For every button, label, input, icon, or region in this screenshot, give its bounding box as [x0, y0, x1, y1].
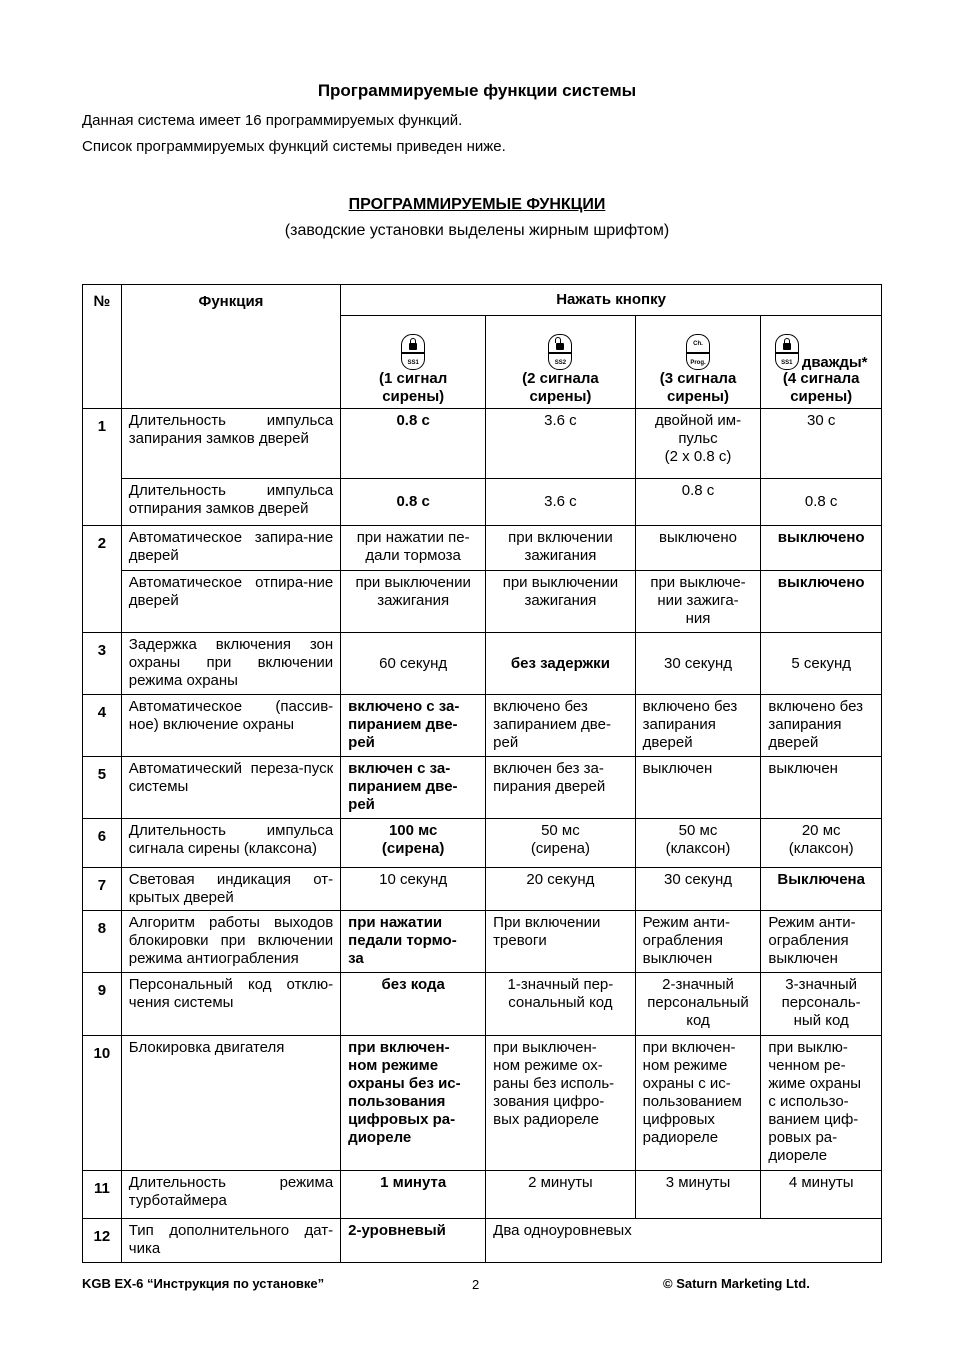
intro-text: Список программируемых функций системы приведен ниже.: [82, 138, 506, 155]
header-press: Нажать кнопку: [341, 285, 882, 316]
setting-value: 30 секунд: [635, 868, 761, 911]
setting-value: Выключена: [761, 868, 882, 911]
button-top-label: Ch.: [693, 340, 703, 347]
table-row: [83, 695, 882, 757]
setting-value: при выклю- ченном ре- жиме охраны с использо- ванием циф- ровых ра- диореле: [761, 1036, 882, 1171]
footer-copyright: © Saturn Marketing Ltd.: [663, 1276, 810, 1291]
setting-value: выключен: [761, 757, 882, 819]
setting-value: включен с за- пиранием две- рей: [341, 757, 486, 819]
section-subtitle: (заводские установки выделены жирным шрифтом): [284, 222, 670, 239]
setting-value: 2 минуты: [486, 1171, 636, 1219]
setting-value: включено без запирания дверей: [635, 695, 761, 757]
table-row: [83, 819, 882, 868]
setting-value: при включен- ном режиме охраны с ис- пользованием цифровых радиореле: [635, 1036, 761, 1171]
setting-value: 0.8 с: [341, 479, 486, 526]
row-number: 10: [83, 1036, 122, 1171]
table-row: [83, 1219, 882, 1263]
lock-closed-button-icon: [401, 334, 425, 370]
lock-closed-icon: [783, 343, 791, 350]
button-label: SS1: [407, 360, 419, 366]
setting-value: при выключении зажигания: [486, 571, 636, 633]
setting-value: выключен: [635, 757, 761, 819]
setting-value: 50 мс (клаксон): [635, 819, 761, 868]
function-name: Длительность импульса сигнала сирены (клаксона): [121, 819, 340, 868]
function-name: Длительность импульса запирания замков дверей: [121, 409, 340, 479]
row-number: 1: [83, 409, 122, 526]
function-name: Световая индикация от-крытых дверей: [121, 868, 340, 911]
function-name: Задержка включения зон охраны при включении режима охраны: [121, 633, 340, 695]
table-row: [83, 571, 882, 633]
function-name: Блокировка двигателя: [121, 1036, 340, 1171]
table-row: [83, 633, 882, 695]
function-name: Тип дополнительного дат-чика: [121, 1219, 340, 1263]
setting-value: включено с за- пиранием две- рей: [341, 695, 486, 757]
setting-value: 0.8 с: [635, 479, 761, 526]
row-number: 4: [83, 695, 122, 757]
function-name: Длительность импульса отпирания замков дверей: [121, 479, 340, 526]
setting-value: 3.6 с: [486, 479, 636, 526]
signal-caption: (1 сигнал сирены): [379, 370, 448, 405]
function-name: Автоматическое запира-ние дверей: [121, 526, 340, 571]
lock-closed-icon: [409, 343, 417, 350]
button-label: SS1: [781, 360, 793, 366]
function-name: Персональный код отклю-чения системы: [121, 973, 340, 1036]
setting-value: двойной им- пульс (2 x 0.8 с): [635, 409, 761, 479]
setting-value: 0.8 с: [761, 479, 882, 526]
setting-value: без задержки: [486, 633, 636, 695]
button-label: Prog.: [690, 360, 706, 366]
table-row: [83, 1171, 882, 1219]
button-header-3: [635, 316, 761, 409]
function-name: Длительность режима турботаймера: [121, 1171, 340, 1219]
twice-label: дважды*: [801, 354, 868, 371]
header-function: Функция: [121, 285, 340, 409]
row-number: 8: [83, 911, 122, 973]
table-row: [83, 1036, 882, 1171]
section-title: ПРОГРАММИРУЕМЫЕ ФУНКЦИИ: [348, 196, 606, 213]
setting-value: при включен- ном режиме охраны без ис- пользования цифровых ра- диореле: [341, 1036, 486, 1171]
setting-value: Два одноуровневых: [486, 1219, 882, 1263]
signal-caption: (3 сигнала сирены): [659, 370, 737, 405]
table-row: [83, 526, 882, 571]
function-name: Алгоритм работы выходов блокировки при включении режима антиограбления: [121, 911, 340, 973]
setting-value: 10 секунд: [341, 868, 486, 911]
signal-caption: (4 сигнала сирены): [782, 370, 860, 405]
row-number: 7: [83, 868, 122, 911]
setting-value: 3 минуты: [635, 1171, 761, 1219]
setting-value: при выключе- нии зажига- ния: [635, 571, 761, 633]
intro-text: Данная система имеет 16 программируемых функций.: [82, 112, 463, 129]
lock-closed-button-icon: [775, 334, 799, 370]
setting-value: Режим анти- ограбления выключен: [635, 911, 761, 973]
setting-value: 30 секунд: [635, 633, 761, 695]
setting-value: 3.6 с: [486, 409, 636, 479]
setting-value: Режим анти- ограбления выключен: [761, 911, 882, 973]
setting-value: при выключен- ном режиме ох- раны без исполь- зования цифро- вых радиореле: [486, 1036, 636, 1171]
function-name: Автоматическое отпира-ние дверей: [121, 571, 340, 633]
table-row: [83, 868, 882, 911]
setting-value: 0.8 с: [341, 409, 486, 479]
setting-value: 2-уровневый: [341, 1219, 486, 1263]
row-number: 3: [83, 633, 122, 695]
signal-caption: (2 сигнала сирены): [522, 370, 599, 405]
row-number: 6: [83, 819, 122, 868]
page-number: 2: [472, 1277, 480, 1292]
page-title: Программируемые функции системы: [317, 81, 637, 100]
button-header-1: [341, 316, 486, 409]
setting-value: выключено: [635, 526, 761, 571]
row-number: 11: [83, 1171, 122, 1219]
setting-value: 50 мс (сирена): [486, 819, 636, 868]
setting-value: 1-значный пер- сональный код: [486, 973, 636, 1036]
lock-open-button-icon: [548, 334, 572, 370]
setting-value: 60 секунд: [341, 633, 486, 695]
setting-value: 4 минуты: [761, 1171, 882, 1219]
table-row: [83, 479, 882, 526]
ch-prog-button-icon: [686, 334, 710, 370]
setting-value: 100 мс (сирена): [341, 819, 486, 868]
row-number: 2: [83, 526, 122, 633]
setting-value: при нажатии педали тормо- за: [341, 911, 486, 973]
table-row: [83, 409, 882, 479]
setting-value: включено без запиранием две- рей: [486, 695, 636, 757]
setting-value: при нажатии пе- дали тормоза: [341, 526, 486, 571]
setting-value: включено без запирания дверей: [761, 695, 882, 757]
setting-value: включен без за- пирания дверей: [486, 757, 636, 819]
header-num: №: [83, 285, 122, 409]
button-header-2: [486, 316, 636, 409]
setting-value: при включении зажигания: [486, 526, 636, 571]
function-name: Автоматический переза-пуск системы: [121, 757, 340, 819]
row-number: 5: [83, 757, 122, 819]
setting-value: 20 секунд: [486, 868, 636, 911]
setting-value: 5 секунд: [761, 633, 882, 695]
button-header-4: [761, 316, 882, 409]
function-name: Автоматическое (пассив-ное) включение охраны: [121, 695, 340, 757]
row-number: 9: [83, 973, 122, 1036]
setting-value: при выключении зажигания: [341, 571, 486, 633]
row-number: 12: [83, 1219, 122, 1263]
setting-value: 2-значный персональный код: [635, 973, 761, 1036]
setting-value: 1 минута: [341, 1171, 486, 1219]
setting-value: выключено: [761, 526, 882, 571]
functions-table: [82, 284, 882, 1263]
setting-value: 20 мс (клаксон): [761, 819, 882, 868]
table-row: [83, 973, 882, 1036]
lock-open-icon: [556, 343, 564, 350]
setting-value: При включении тревоги: [486, 911, 636, 973]
footer-doc-title: KGB EX-6 “Инструкция по установке”: [82, 1276, 325, 1291]
button-label: SS2: [554, 360, 567, 366]
setting-value: выключено: [761, 571, 882, 633]
setting-value: без кода: [341, 973, 486, 1036]
table-row: [83, 757, 882, 819]
setting-value: 30 с: [761, 409, 882, 479]
table-row: [83, 911, 882, 973]
setting-value: 3-значный персональ- ный код: [761, 973, 882, 1036]
